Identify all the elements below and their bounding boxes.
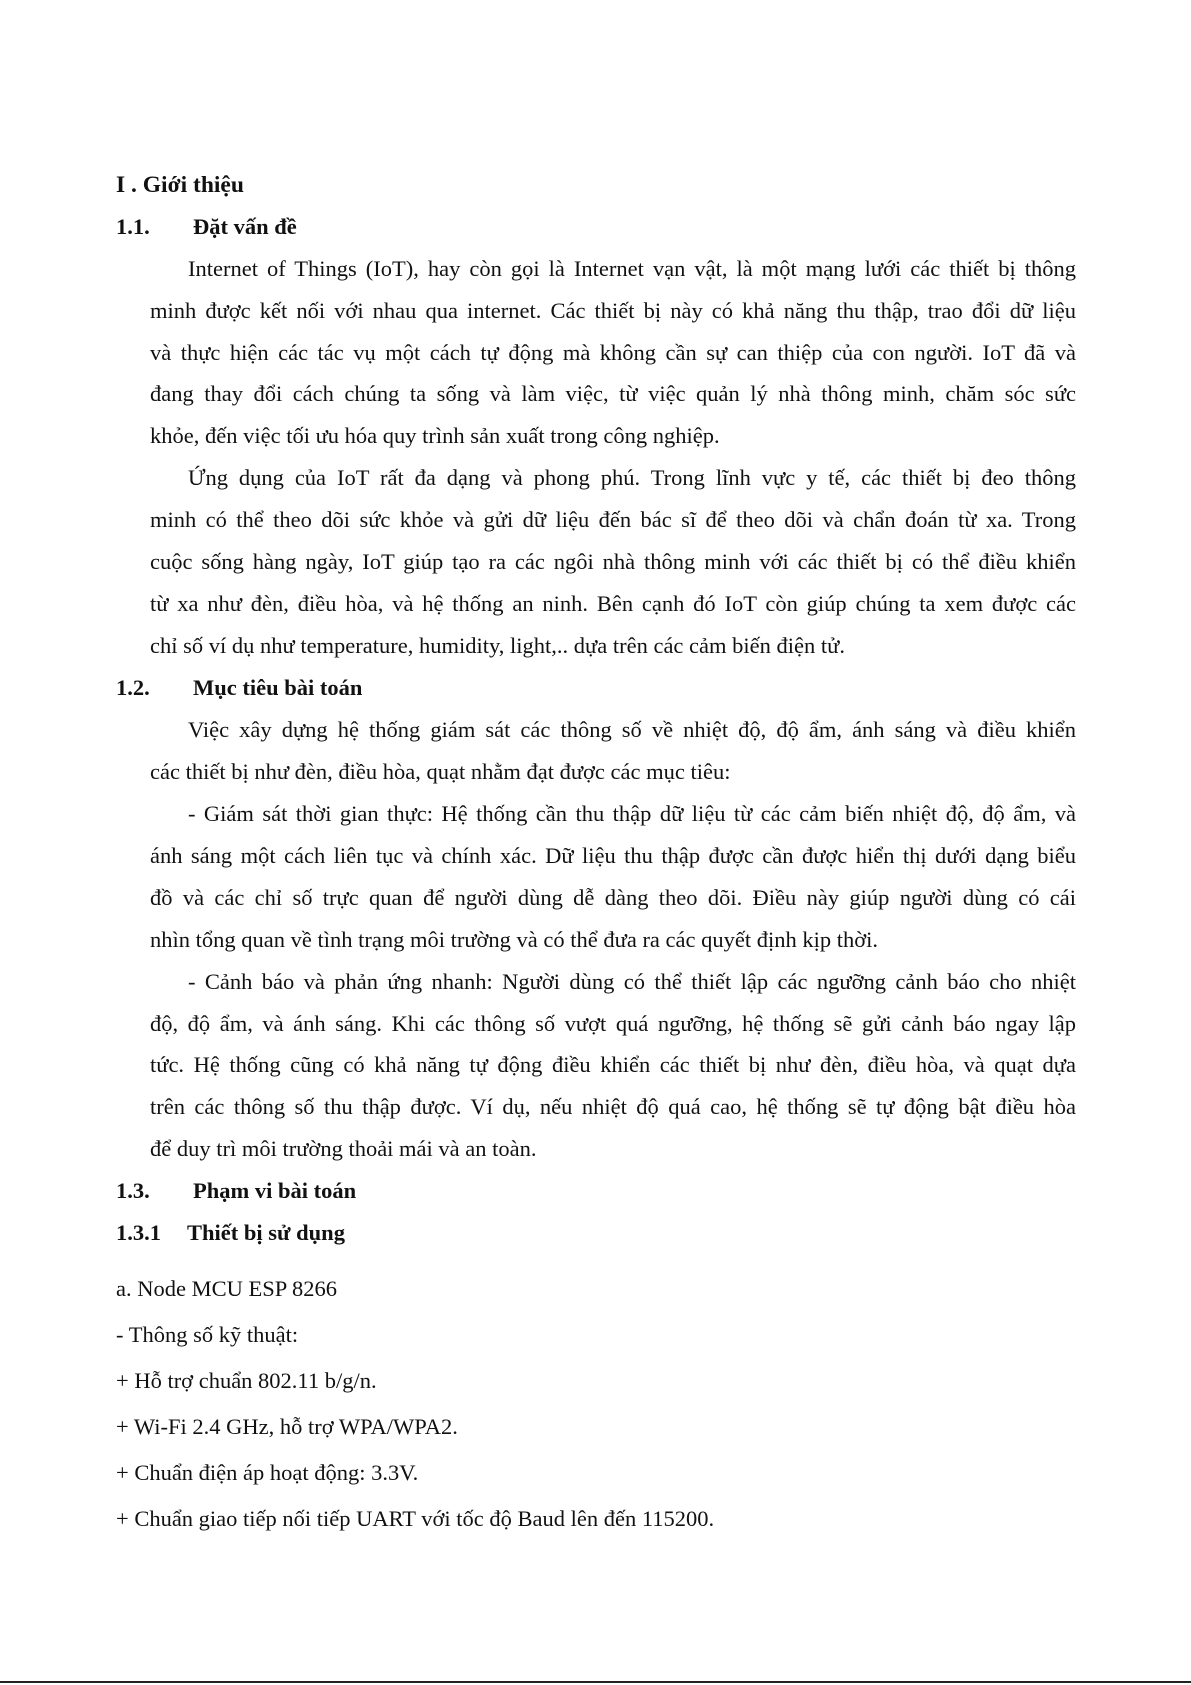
paragraph-line: ánh sáng một cách liên tục và chính xác. Dữ liệu thu thập được cần được hiển thị dưới dạng biểu [150,843,1076,868]
paragraph-line: nhìn tổng quan về tình trạng môi trường và có thể đưa ra các quyết định kịp thời. [150,927,879,952]
paragraph-line: tức. Hệ thống cũng có khả năng tự động điều khiển các thiết bị như đèn, điều hòa, và quạt dựa [150,1052,1076,1077]
heading-1-1-title: Đặt vấn đề [193,214,297,239]
paragraph-line: đồ và các chỉ số trực quan để người dùng dễ dàng theo dõi. Điều này giúp người dùng có cái [150,885,1076,910]
paragraph-line: từ xa như đèn, điều hòa, và hệ thống an ninh. Bên cạnh đó IoT còn giúp chúng ta xem được các [150,591,1076,616]
heading-1-3-1-title: Thiết bị sử dụng [187,1220,345,1245]
heading-1-2-title: Mục tiêu bài toán [193,675,363,700]
spec-item: + Chuẩn điện áp hoạt động: 3.3V. [116,1460,419,1485]
heading-1-3-title: Phạm vi bài toán [193,1178,357,1203]
paragraph-line: trên các thông số thu thập được. Ví dụ, nếu nhiệt độ quá cao, hệ thống sẽ tự động bật điều hòa [150,1094,1076,1119]
specs-label: - Thông số kỹ thuật: [116,1322,299,1347]
device-name: a. Node MCU ESP 8266 [116,1276,338,1301]
section-title: I . Giới thiệu [116,172,244,198]
paragraph-line: Ứng dụng của IoT rất đa dạng và phong phú. Trong lĩnh vực y tế, các thiết bị đeo thông [188,465,1076,490]
paragraph-line: - Cảnh báo và phản ứng nhanh: Người dùng có thể thiết lập các ngưỡng cảnh báo cho nhiệt [188,969,1076,994]
paragraph-line: độ, độ ẩm, và ánh sáng. Khi các thông số vượt quá ngưỡng, hệ thống sẽ gửi cảnh báo ngay lập [150,1011,1076,1036]
paragraph-line: Internet of Things (IoT), hay còn gọi là Internet vạn vật, là một mạng lưới các thiết bị thông [188,256,1076,281]
paragraph-line: khỏe, đến việc tối ưu hóa quy trình sản xuất trong công nghiệp. [150,423,720,448]
paragraph-line: các thiết bị như đèn, điều hòa, quạt nhằm đạt được các mục tiêu: [150,759,731,784]
paragraph-line: Việc xây dựng hệ thống giám sát các thông số về nhiệt độ, độ ẩm, ánh sáng và điều khiển [188,717,1076,742]
heading-1-3-1-number: 1.3.1 [116,1220,161,1245]
paragraph-line: và thực hiện các tác vụ một cách tự động mà không cần sự can thiệp của con người. IoT đã và [150,340,1076,365]
paragraph-line: cuộc sống hàng ngày, IoT giúp tạo ra các ngôi nhà thông minh với các thiết bị có thể điều khiển [150,549,1076,574]
paragraph-line: minh được kết nối với nhau qua internet. Các thiết bị này có khả năng thu thập, trao đổi dữ liệu [150,298,1076,323]
paragraph-line: minh có thể theo dõi sức khỏe và gửi dữ liệu đến bác sĩ để theo dõi và chẩn đoán từ xa. Trong [150,507,1076,532]
spec-item: + Hỗ trợ chuẩn 802.11 b/g/n. [116,1368,377,1393]
paragraph-line: chỉ số ví dụ như temperature, humidity, light,.. dựa trên các cảm biến điện tử. [150,633,845,658]
spec-item: + Chuẩn giao tiếp nối tiếp UART với tốc độ Baud lên đến 115200. [116,1506,715,1531]
heading-1-3-number: 1.3. [116,1178,150,1203]
spec-item: + Wi-Fi 2.4 GHz, hỗ trợ WPA/WPA2. [116,1414,458,1439]
heading-1-1-number: 1.1. [116,214,150,239]
paragraph-line: để duy trì môi trường thoải mái và an toàn. [150,1136,537,1161]
page-bottom-rule [0,1681,1191,1683]
heading-1-2-number: 1.2. [116,675,150,700]
paragraph-line: đang thay đổi cách chúng ta sống và làm việc, từ việc quản lý nhà thông minh, chăm sóc sức [150,381,1076,406]
paragraph-line: - Giám sát thời gian thực: Hệ thống cần thu thập dữ liệu từ các cảm biến nhiệt độ, độ ẩm, và [188,801,1076,826]
